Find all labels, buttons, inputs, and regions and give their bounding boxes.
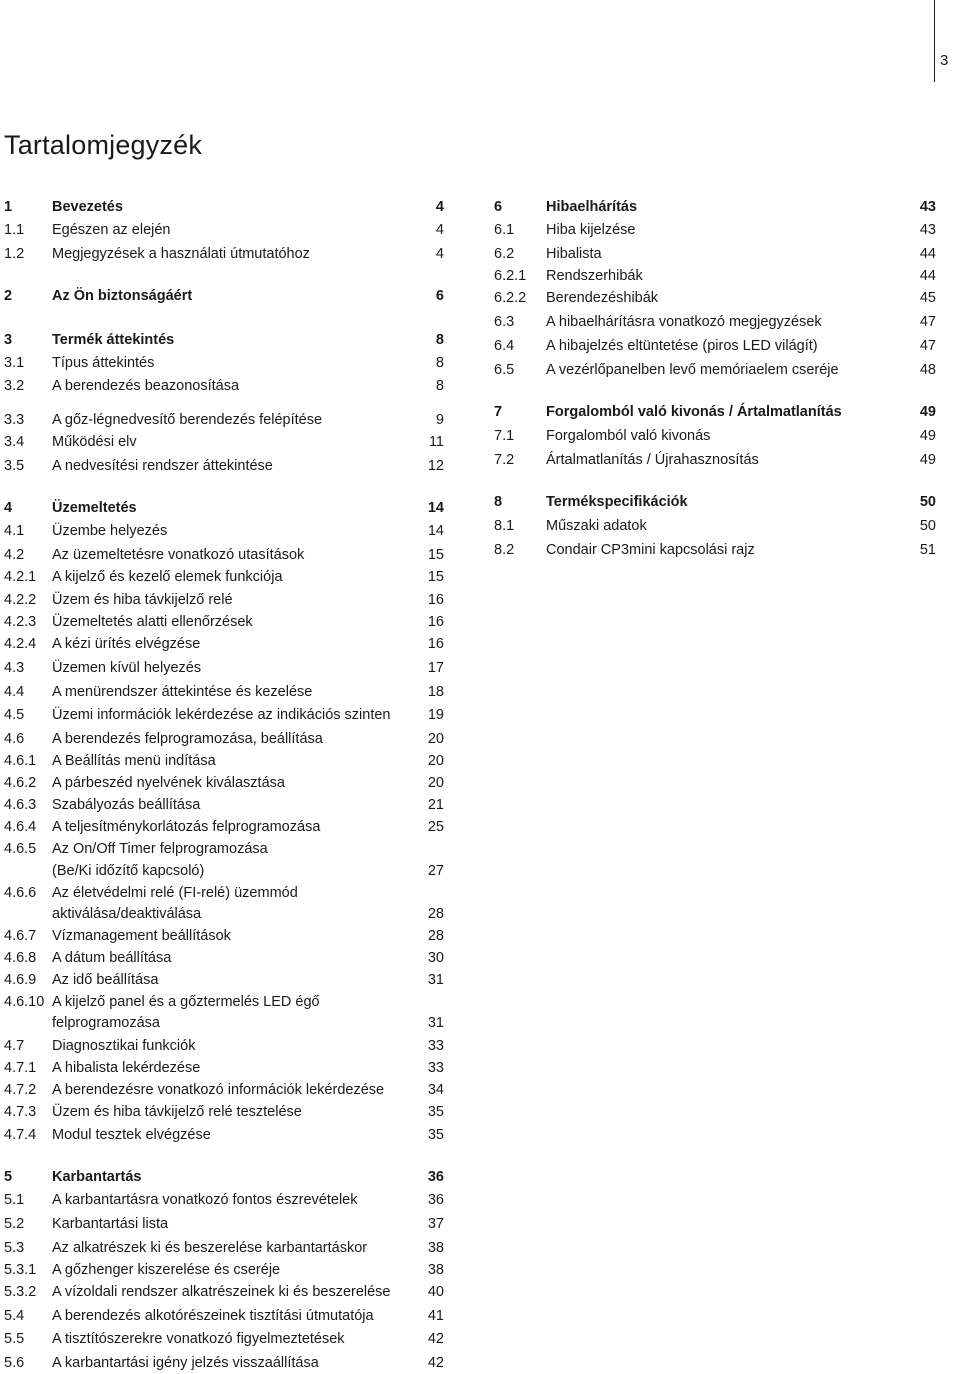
toc-entry-number: 4.2.4 xyxy=(4,636,37,652)
toc-entry-page: 33 xyxy=(427,1038,444,1054)
toc-entry-title: Az üzemeltetésre vonatkozó utasítások xyxy=(52,547,305,563)
toc-entry-page: 11 xyxy=(428,434,444,450)
toc-entry-title: Ártalmatlanítás / Újrahasznosítás xyxy=(546,452,759,468)
toc-entry-number: 3.2 xyxy=(4,378,25,394)
toc-entry-title: Berendezéshibák xyxy=(546,290,659,306)
toc-entry-title: A menürendszer áttekintése és kezelése xyxy=(52,684,313,700)
toc-entry-page: 16 xyxy=(427,636,444,652)
toc-entry-number: 4 xyxy=(4,500,13,516)
toc-entry-title: Vízmanagement beállítások xyxy=(52,928,231,944)
toc-entry-number: 4.2.2 xyxy=(4,592,37,608)
toc-entry-page: 4 xyxy=(435,222,444,238)
toc-entry-title: Az idő beállítása xyxy=(52,972,159,988)
toc-entry-number: 4.7.3 xyxy=(4,1104,37,1120)
toc-entry-title: A berendezésre vonatkozó információk lekérdezése xyxy=(52,1082,385,1098)
toc-entry-title: A karbantartásra vonatkozó fontos észrevételek xyxy=(52,1192,358,1208)
toc-entry-title: felprogramozása xyxy=(52,1015,160,1031)
toc-entry-number: 6.4 xyxy=(494,338,515,354)
toc-entry-title: Megjegyzések a használati útmutatóhoz xyxy=(52,246,310,262)
toc-entry-number: 6.2.2 xyxy=(494,290,527,306)
toc-entry-number: 6.2.1 xyxy=(494,268,527,284)
toc-entry-title: Bevezetés xyxy=(52,199,123,215)
toc-entry-title: Hibalista xyxy=(546,246,602,262)
toc-entry-page: 25 xyxy=(427,819,444,835)
toc-entry-title: A nedvesítési rendszer áttekintése xyxy=(52,458,273,474)
toc-entry-page: 35 xyxy=(427,1104,444,1120)
toc-entry-page: 27 xyxy=(427,863,444,879)
toc-entry-number: 4.6.4 xyxy=(4,819,37,835)
toc-entry-number: 3.1 xyxy=(4,355,25,371)
toc-entry-page: 15 xyxy=(427,547,444,563)
toc-entry-title: Üzemi információk lekérdezése az indikációs szinten xyxy=(52,707,391,723)
toc-entry-title: Az On/Off Timer felprogramozása xyxy=(52,841,268,857)
toc-entry-number: 3 xyxy=(4,332,13,348)
toc-entry-number: 4.4 xyxy=(4,684,25,700)
toc-entry-title: A gőz-légnedvesítő berendezés felépítése xyxy=(52,412,323,428)
toc-entry-title: Condair CP3mini kapcsolási rajz xyxy=(546,542,755,558)
toc-entry-title: Típus áttekintés xyxy=(52,355,155,371)
toc-entry-number: 6 xyxy=(494,199,503,215)
toc-entry-title: A berendezés beazonosítása xyxy=(52,378,240,394)
toc-entry-title: A kijelző panel és a gőztermelés LED égő xyxy=(52,994,320,1010)
toc-entry-title: A hibalista lekérdezése xyxy=(52,1060,201,1076)
toc-entry-page: 31 xyxy=(427,972,444,988)
toc-entry-number: 5.3 xyxy=(4,1240,25,1256)
toc-entry-page: 38 xyxy=(427,1240,444,1256)
toc-entry-title: Egészen az elején xyxy=(52,222,171,238)
toc-entry-page: 9 xyxy=(435,412,444,428)
toc-entry-title: A dátum beállítása xyxy=(52,950,172,966)
toc-entry-number: 3.3 xyxy=(4,412,25,428)
toc-entry-title: A vezérlőpanelben levő memóriaelem cseréje xyxy=(546,362,839,378)
toc-entry-title: Forgalomból való kivonás xyxy=(546,428,711,444)
toc-entry-number: 4.6.3 xyxy=(4,797,37,813)
toc-entry-title: A hibajelzés eltüntetése (piros LED világít) xyxy=(546,338,818,354)
toc-entry-number: 2 xyxy=(4,288,13,304)
toc-entry-number: 7.2 xyxy=(494,452,515,468)
toc-entry-page: 30 xyxy=(427,950,444,966)
toc-entry-page: 4 xyxy=(435,199,444,215)
toc-entry-page: 38 xyxy=(427,1262,444,1278)
toc-entry-title: Hiba kijelzése xyxy=(546,222,636,238)
toc-entry-number: 4.7.2 xyxy=(4,1082,37,1098)
toc-entry-title: Termék áttekintés xyxy=(52,332,175,348)
toc-entry-page: 18 xyxy=(427,684,444,700)
toc-entry-page: 43 xyxy=(919,222,936,238)
toc-entry-page: 15 xyxy=(427,569,444,585)
toc-entry-title: Rendszerhibák xyxy=(546,268,643,284)
toc-entry-number: 4.6.1 xyxy=(4,753,37,769)
toc-entry-page: 6 xyxy=(435,288,444,304)
toc-entry-page: 40 xyxy=(427,1284,444,1300)
toc-entry-number: 4.2 xyxy=(4,547,25,563)
toc-entry-title: A teljesítménykorlátozás felprogramozása xyxy=(52,819,321,835)
toc-entry-page: 31 xyxy=(427,1015,444,1031)
toc-entry-number: 4.7 xyxy=(4,1038,25,1054)
toc-entry-title: Üzem és hiba távkijelző relé xyxy=(52,592,233,608)
toc-entry-number: 4.7.4 xyxy=(4,1127,37,1143)
toc-entry-number: 6.1 xyxy=(494,222,515,238)
toc-entry-page: 48 xyxy=(919,362,936,378)
toc-entry-title: Diagnosztikai funkciók xyxy=(52,1038,196,1054)
toc-entry-number: 4.2.1 xyxy=(4,569,37,585)
toc-entry-title: Az életvédelmi relé (FI-relé) üzemmód xyxy=(52,885,298,901)
toc-entry-page: 20 xyxy=(427,775,444,791)
toc-entry-page: 42 xyxy=(427,1355,444,1371)
toc-entry-page: 41 xyxy=(427,1308,444,1324)
toc-entry-number: 4.6.10 xyxy=(4,994,45,1010)
toc-entry-number: 5.5 xyxy=(4,1331,25,1347)
toc-entry-number: 4.7.1 xyxy=(4,1060,37,1076)
toc-entry-page: 49 xyxy=(919,404,936,420)
toc-entry-page: 37 xyxy=(427,1216,444,1232)
toc-entry-title: A hibaelhárításra vonatkozó megjegyzések xyxy=(546,314,822,330)
toc-entry-page: 35 xyxy=(427,1127,444,1143)
toc-entry-title: A tisztítószerekre vonatkozó figyelmeztetések xyxy=(52,1331,345,1347)
toc-entry-number: 5.3.1 xyxy=(4,1262,37,1278)
toc-entry-page: 49 xyxy=(919,452,936,468)
toc-entry-number: 4.6 xyxy=(4,731,25,747)
toc-entry-number: 4.5 xyxy=(4,707,25,723)
toc-entry-page: 42 xyxy=(427,1331,444,1347)
toc-entry-number: 5.1 xyxy=(4,1192,25,1208)
toc-entry-page: 50 xyxy=(919,494,936,510)
toc-entry-number: 1.1 xyxy=(4,222,25,238)
toc-entry-title: Működési elv xyxy=(52,434,137,450)
toc-entry-page: 20 xyxy=(427,731,444,747)
toc-entry-page: 47 xyxy=(919,314,936,330)
toc-entry-page: 14 xyxy=(427,500,444,516)
toc-entry-number: 4.1 xyxy=(4,523,25,539)
toc-entry-title: Karbantartás xyxy=(52,1169,142,1185)
toc-entry-page: 51 xyxy=(919,542,936,558)
toc-entry-number: 6.2 xyxy=(494,246,515,262)
toc-entry-title: A kijelző és kezelő elemek funkciója xyxy=(52,569,283,585)
toc-entry-title: A párbeszéd nyelvének kiválasztása xyxy=(52,775,285,791)
toc-entry-page: 8 xyxy=(435,332,444,348)
toc-entry-title: A vízoldali rendszer alkatrészeinek ki és beszerelése xyxy=(52,1284,391,1300)
toc-entry-page: 43 xyxy=(919,199,936,215)
toc-entry-title: Üzemeltetés xyxy=(52,500,137,516)
toc-entry-number: 8 xyxy=(494,494,503,510)
toc-entry-number: 5 xyxy=(4,1169,13,1185)
toc-entry-number: 8.2 xyxy=(494,542,515,558)
toc-entry-title: A Beállítás menü indítása xyxy=(52,753,216,769)
toc-entry-number: 4.6.9 xyxy=(4,972,37,988)
toc-entry-page: 45 xyxy=(919,290,936,306)
toc-entry-number: 1.2 xyxy=(4,246,25,262)
toc-entry-page: 44 xyxy=(919,268,936,284)
toc-entry-title: Hibaelhárítás xyxy=(546,199,638,215)
toc-entry-page: 19 xyxy=(427,707,444,723)
toc-entry-title: (Be/Ki időzítő kapcsoló) xyxy=(52,863,205,879)
toc-entry-page: 17 xyxy=(427,660,444,676)
toc-entry-title: Forgalomból való kivonás / Ártalmatlanítás xyxy=(546,404,842,420)
header-rule xyxy=(934,0,935,82)
toc-entry-number: 5.4 xyxy=(4,1308,25,1324)
toc-entry-number: 3.4 xyxy=(4,434,25,450)
toc-entry-number: 1 xyxy=(4,199,13,215)
toc-entry-title: Üzemeltetés alatti ellenőrzések xyxy=(52,614,253,630)
toc-entry-number: 3.5 xyxy=(4,458,25,474)
toc-entry-number: 7 xyxy=(494,404,503,420)
toc-entry-number: 4.6.7 xyxy=(4,928,37,944)
toc-entry-page: 4 xyxy=(435,246,444,262)
toc-entry-page: 12 xyxy=(427,458,444,474)
toc-entry-page: 47 xyxy=(919,338,936,354)
toc-entry-number: 6.3 xyxy=(494,314,515,330)
toc-entry-page: 33 xyxy=(427,1060,444,1076)
toc-entry-title: A kézi ürítés elvégzése xyxy=(52,636,201,652)
toc-entry-number: 4.6.2 xyxy=(4,775,37,791)
toc-entry-page: 28 xyxy=(427,906,444,922)
toc-entry-title: A berendezés felprogramozása, beállítása xyxy=(52,731,323,747)
toc-entry-title: Szabályozás beállítása xyxy=(52,797,201,813)
toc-entry-title: Műszaki adatok xyxy=(546,518,647,534)
toc-entry-title: Az Ön biztonságáért xyxy=(52,288,193,304)
toc-entry-number: 7.1 xyxy=(494,428,515,444)
toc-entry-number: 4.2.3 xyxy=(4,614,37,630)
toc-entry-number: 5.2 xyxy=(4,1216,25,1232)
toc-entry-title: A berendezés alkotórészeinek tisztítási útmutatója xyxy=(52,1308,374,1324)
toc-entry-page: 16 xyxy=(427,614,444,630)
toc-entry-title: Üzembe helyezés xyxy=(52,523,168,539)
page-title: Tartalomjegyzék xyxy=(4,130,203,160)
toc-entry-number: 4.6.8 xyxy=(4,950,37,966)
toc-entry-number: 4.6.5 xyxy=(4,841,37,857)
toc-entry-page: 20 xyxy=(427,753,444,769)
toc-entry-number: 4.6.6 xyxy=(4,885,37,901)
toc-entry-title: Az alkatrészek ki és beszerelése karbantartáskor xyxy=(52,1240,368,1256)
toc-entry-number: 5.6 xyxy=(4,1355,25,1371)
toc-entry-page: 28 xyxy=(427,928,444,944)
toc-entry-page: 36 xyxy=(427,1192,444,1208)
toc-entry-page: 44 xyxy=(919,246,936,262)
toc-entry-title: aktiválása/deaktiválása xyxy=(52,906,202,922)
toc-entry-title: Karbantartási lista xyxy=(52,1216,169,1232)
toc-entry-number: 4.3 xyxy=(4,660,25,676)
toc-entry-number: 8.1 xyxy=(494,518,515,534)
toc-entry-number: 5.3.2 xyxy=(4,1284,37,1300)
toc-entry-page: 8 xyxy=(435,378,444,394)
page-number: 3 xyxy=(940,52,949,69)
toc-entry-page: 14 xyxy=(427,523,444,539)
toc-entry-title: A karbantartási igény jelzés visszaállítása xyxy=(52,1355,319,1371)
toc-entry-page: 21 xyxy=(427,797,444,813)
toc-entry-page: 50 xyxy=(919,518,936,534)
toc-entry-page: 36 xyxy=(427,1169,444,1185)
toc-entry-page: 16 xyxy=(427,592,444,608)
toc-entry-title: Termékspecifikációk xyxy=(546,494,688,510)
toc-entry-page: 49 xyxy=(919,428,936,444)
toc-entry-number: 6.5 xyxy=(494,362,515,378)
toc-entry-title: Modul tesztek elvégzése xyxy=(52,1127,211,1143)
toc-entry-title: Üzemen kívül helyezés xyxy=(52,660,202,676)
toc-entry-title: A gőzhenger kiszerelése és cseréje xyxy=(52,1262,281,1278)
toc-entry-page: 34 xyxy=(427,1082,444,1098)
toc-entry-title: Üzem és hiba távkijelző relé tesztelése xyxy=(52,1104,302,1120)
toc-entry-page: 8 xyxy=(435,355,444,371)
